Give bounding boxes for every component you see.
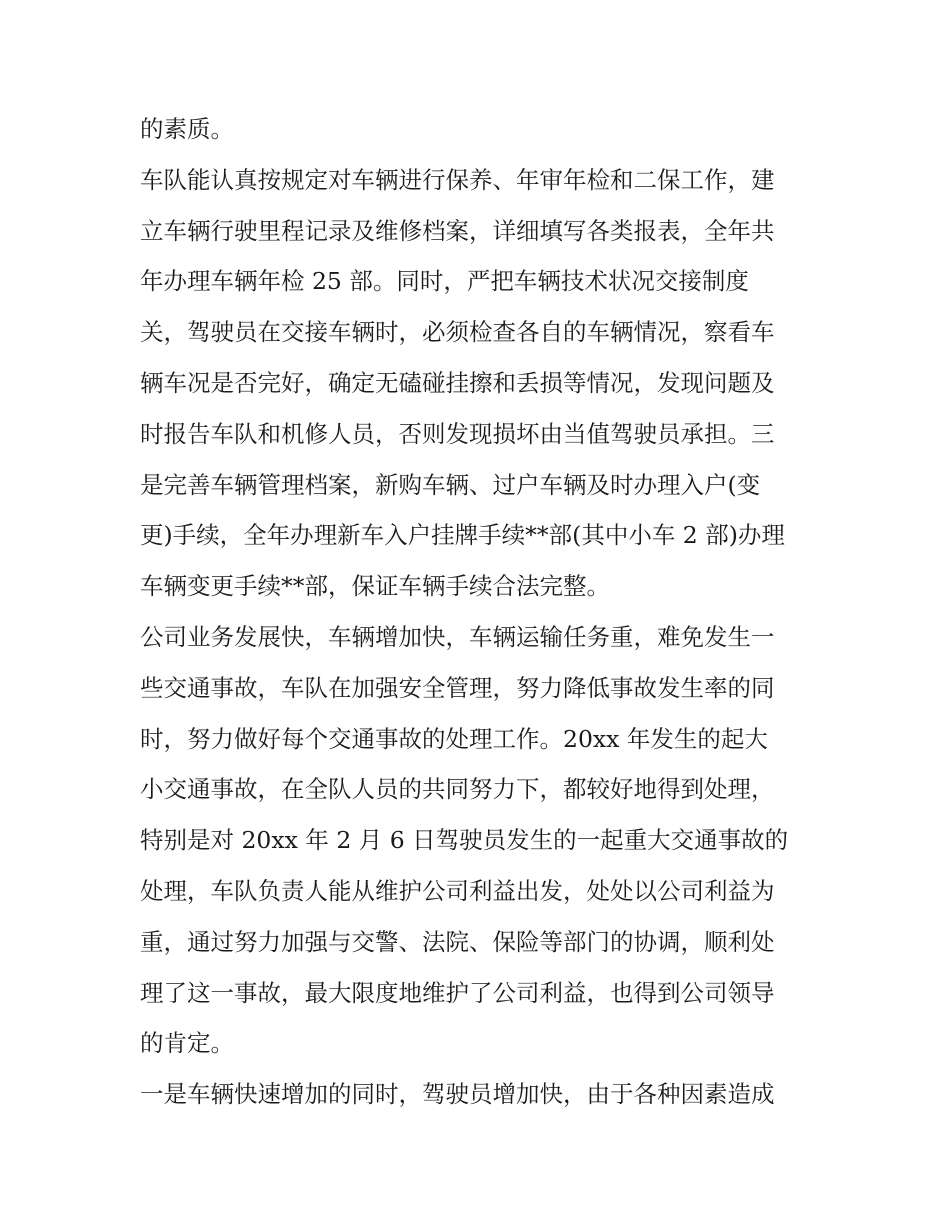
text-line: 车辆变更手续**部，保证车辆手续合法完整。 [140,572,610,601]
document-body-text [140,104,820,1120]
text-line: 一是车辆快速增加的同时，驾驶员增加快，由于各种因素造成 [140,1080,775,1109]
text-line: 重，通过努力加强与交警、法院、保险等部门的协调，顺利处 [140,927,775,956]
text-line: 的素质。 [140,115,234,143]
text-line: 小交通事故，在全队人员的共同努力下，都较好地得到处理， [140,775,775,804]
text-line: 更)手续，全年办理新车入户挂牌手续**部(其中小车 2 部)办理 [140,521,785,550]
text-line: 处理，车队负责人能从维护公司利益出发，处处以公司利益为 [140,876,775,905]
text-line: 特别是对 20xx 年 2 月 6 日驾驶员发生的一起重大交通事故的 [140,826,789,855]
text-line: 时报告车队和机修人员，否则发现损坏由当值驾驶员承担。三 [140,419,775,448]
text-line: 立车辆行驶里程记录及维修档案，详细填写各类报表，全年共 [140,216,775,245]
text-line: 是完善车辆管理档案，新购车辆、过户车辆及时办理入户(变 [140,470,761,499]
text-line: 关，驾驶员在交接车辆时，必须检查各自的车辆情况，察看车 [140,318,775,347]
text-line: 辆车况是否完好，确定无磕碰挂擦和丢损等情况，发现问题及 [140,368,775,397]
text-line: 车队能认真按规定对车辆进行保养、年审年检和二保工作，建 [140,165,775,194]
text-line: 些交通事故，车队在加强安全管理，努力降低事故发生率的同 [140,673,775,702]
text-line: 时，努力做好每个交通事故的处理工作。20xx 年发生的起大 [140,724,768,753]
text-line: 的肯定。 [140,1029,234,1058]
text-line: 公司业务发展快，车辆增加快，车辆运输任务重，难免发生一 [140,622,775,651]
text-line: 年办理车辆年检 25 部。同时，严把车辆技术状况交接制度 [140,267,749,296]
text-line: 理了这一事故，最大限度地维护了公司利益，也得到公司领导 [140,978,775,1007]
